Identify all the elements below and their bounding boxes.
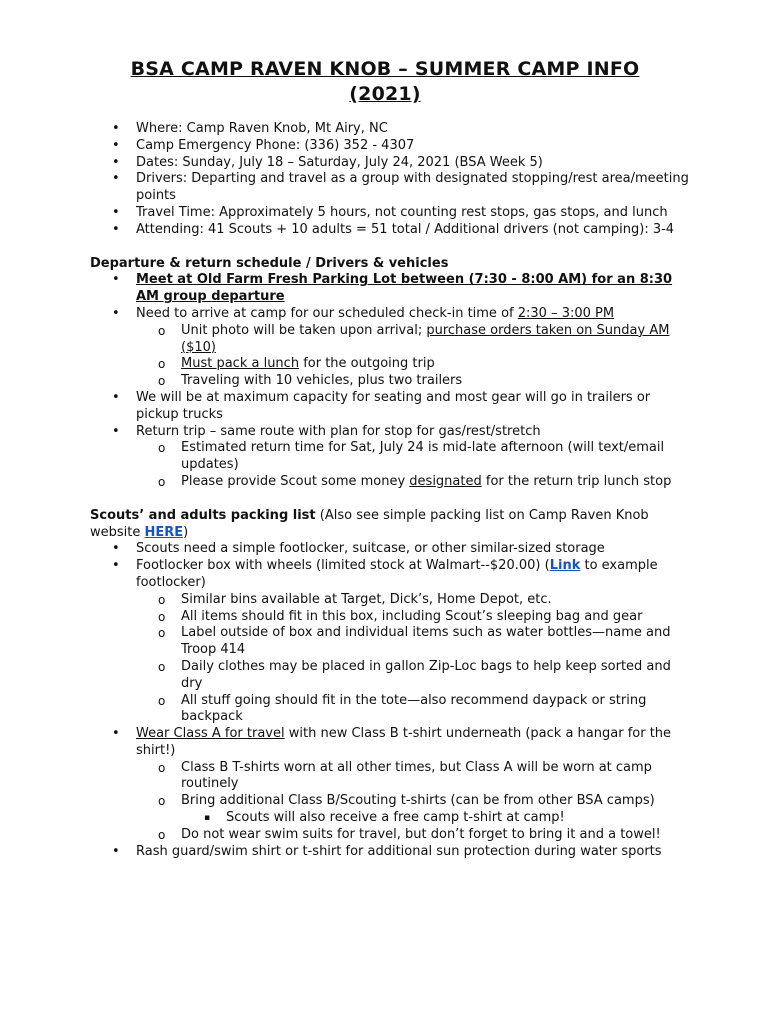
list-item: o Must pack a lunch for the outgoing trip xyxy=(158,356,435,372)
square-bullet-icon: ▪ xyxy=(204,813,211,824)
list-item: • Drivers: Departing and travel as a group with designated stopping/rest area/meeting points xyxy=(112,171,689,204)
title-line-2: (2021) xyxy=(349,83,421,105)
list-item: o Please provide Scout some money designated for the return trip lunch stop xyxy=(158,473,672,489)
title-line-1: BSA CAMP RAVEN KNOB – SUMMER CAMP INFO xyxy=(130,58,640,80)
page-title xyxy=(90,57,680,107)
circle-bullet-icon: o xyxy=(158,693,166,708)
packing-heading: Scouts’ and adults packing list xyxy=(90,507,316,523)
departure-list xyxy=(90,272,690,490)
circle-bullet-icon: o xyxy=(158,626,166,641)
list-item: • Where: Camp Raven Knob, Mt Airy, NC xyxy=(112,121,388,136)
circle-bullet-icon: o xyxy=(158,659,166,674)
bullet-icon: • xyxy=(112,272,120,288)
circle-bullet-icon: o xyxy=(158,474,166,489)
bullet-icon: • xyxy=(112,305,120,321)
bullet-icon: • xyxy=(112,558,120,574)
circle-bullet-icon: o xyxy=(158,827,166,842)
list-item: • Attending: 41 Scouts + 10 adults = 51 total / Additional drivers (not camping): 3-4 xyxy=(112,221,675,237)
departure-heading: Departure & return schedule / Drivers & vehicles xyxy=(90,255,449,271)
bullet-icon: • xyxy=(112,843,120,859)
footlocker-link[interactable]: Link xyxy=(549,558,581,574)
list-item: o Do not wear swim suits for travel, but don’t forget to bring it and a towel! xyxy=(158,826,661,842)
document-body xyxy=(90,121,690,860)
list-item: • Travel Time: Approximately 5 hours, not counting rest stops, gas stops, and lunch xyxy=(112,204,668,220)
list-item: • Footlocker box with wheels (limited stock at Walmart--$20.00) (Link to example footlocker) xyxy=(112,558,658,590)
list-item: • Return trip – same route with plan for stop for gas/rest/stretch xyxy=(112,423,541,439)
list-item: o All stuff going should fit in the tote—also recommend daypack or string backpack xyxy=(158,692,647,725)
list-item: o All items should fit in this box, including Scout’s sleeping bag and gear xyxy=(158,608,643,624)
list-item: o Bring additional Class B/Scouting t-shirts (can be from other BSA camps) xyxy=(158,793,655,809)
list-item: ▪ Scouts will also receive a free camp t-shirt at camp! xyxy=(204,810,565,826)
circle-bullet-icon: o xyxy=(158,374,166,389)
circle-bullet-icon: o xyxy=(158,357,166,372)
circle-bullet-icon: o xyxy=(158,760,166,775)
list-item: o Estimated return time for Sat, July 24 is mid-late afternoon (will text/email updates) xyxy=(158,440,665,473)
bullet-icon: • xyxy=(112,154,120,170)
list-item: • Wear Class A for travel with new Class B t-shirt underneath (pack a hangar for the shirt!) xyxy=(112,726,672,758)
circle-bullet-icon: o xyxy=(158,323,166,338)
circle-bullet-icon: o xyxy=(158,592,166,607)
info-list xyxy=(90,121,690,239)
packing-intro: Scouts’ and adults packing list (Also see simple packing list on Camp Raven Knob website HERE) xyxy=(90,507,649,540)
list-item: o Unit photo will be taken upon arrival; purchase orders taken on Sunday AM ($10) xyxy=(158,322,670,355)
list-item: • Scouts need a simple footlocker, suitcase, or other similar-sized storage xyxy=(112,541,605,557)
circle-bullet-icon: o xyxy=(158,441,166,456)
bullet-icon: • xyxy=(112,204,120,220)
bullet-icon: • xyxy=(112,121,120,136)
list-item: o Daily clothes may be placed in gallon Zip-Loc bags to help keep sorted and dry xyxy=(158,658,671,691)
bullet-icon: • xyxy=(112,389,120,405)
list-item: • Need to arrive at camp for our scheduled check-in time of 2:30 – 3:00 PM xyxy=(112,305,615,321)
bullet-icon: • xyxy=(112,541,120,557)
list-item: • We will be at maximum capacity for seating and most gear will go in trailers or pickup trucks xyxy=(112,389,651,422)
bullet-icon: • xyxy=(112,423,120,439)
packing-list xyxy=(90,541,690,860)
list-item: o Label outside of box and individual items such as water bottles—name and Troop 414 xyxy=(158,625,671,658)
list-item: • Camp Emergency Phone: (336) 352 - 4307 xyxy=(112,137,415,153)
circle-bullet-icon: o xyxy=(158,794,166,809)
list-item: o Similar bins available at Target, Dick’s, Home Depot, etc. xyxy=(158,591,552,607)
list-item: o Class B T-shirts worn at all other times, but Class A will be worn at camp routinely xyxy=(158,759,652,792)
circle-bullet-icon: o xyxy=(158,609,166,624)
list-item: • Meet at Old Farm Fresh Parking Lot between (7:30 - 8:00 AM) for an 8:30 AM group departure xyxy=(112,272,673,305)
list-item: o Traveling with 10 vehicles, plus two trailers xyxy=(158,373,463,389)
bullet-icon: • xyxy=(112,726,120,742)
bullet-icon: • xyxy=(112,221,120,237)
list-item: • Dates: Sunday, July 18 – Saturday, July 24, 2021 (BSA Week 5) xyxy=(112,154,543,170)
list-item: • Rash guard/swim shirt or t-shirt for additional sun protection during water sports xyxy=(112,843,662,859)
bullet-icon: • xyxy=(112,171,120,187)
here-link[interactable]: HERE xyxy=(144,524,184,540)
bullet-icon: • xyxy=(112,137,120,153)
